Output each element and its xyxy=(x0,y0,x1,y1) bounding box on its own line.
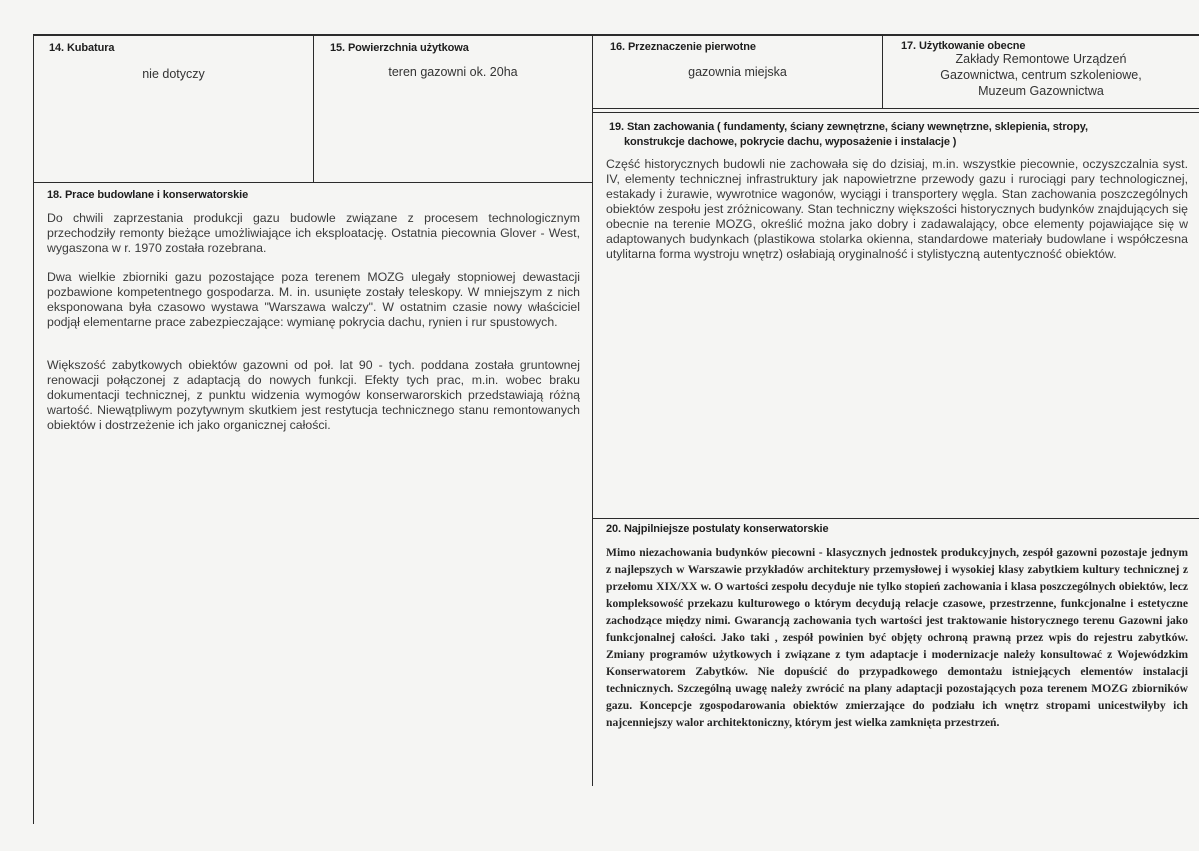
rule-col-16-main xyxy=(592,34,593,786)
field-16-label: 16. Przeznaczenie pierwotne xyxy=(610,41,756,53)
rule-row1-bottom-right xyxy=(592,108,1199,109)
field-15-label: 15. Powierzchnia użytkowa xyxy=(330,42,469,54)
field-18-paragraph-3: Większość zabytkowych obiektów gazowni od poł. lat 90 - tych. poddana została gruntownej renowacji połączonej z adaptacją do nowych funkcji. Efekty tych prac, m.in. wobec braku dokumentacji technicznej, z punktu widzenia wymogów konserwarorskich przedstawiają różną wartość. Niewątpliwym pozytywnym skutkiem jest restytucja technicznego stanu remontowanych obiektów i dostrzeżenie ich jako organicznej całości. xyxy=(47,358,580,432)
field-15-value: teren gazowni ok. 20ha xyxy=(388,65,518,79)
field-17-value-line: Zakłady Remontowe Urządzeń xyxy=(955,52,1127,66)
field-19-label-line-2: konstrukcje dachowe, pokrycie dachu, wyposażenie i instalacje ) xyxy=(624,136,957,148)
field-18-label: 18. Prace budowlane i konserwatorskie xyxy=(47,189,249,201)
rule-left-vertical xyxy=(33,34,34,824)
field-17-value-line: Gazownictwa, centrum szkoleniowe, xyxy=(940,68,1142,82)
field-20-label: 20. Najpilniejsze postulaty konserwatorskie xyxy=(606,523,829,535)
field-17-value xyxy=(883,51,1199,99)
field-19-text: Część historycznych budowli nie zachowała się do dzisiaj, m.in. wszystkie piecownie, oczyszczalnia syst. IV, elementy technicznej infrastruktury jak napowietrzne przewody gazu i rurociągi pary technologicznej, estakady i żurawie, wywrotnice wagonów, wyciągi i transportery węgla. Stan zachowania poszczególnych obiektów zespołu jest zróżnicowany. Stan techniczny większości historycznych budynków znajdujących się obecnie na terenie MOZG, określić można jako dobry i zadawalający, obce elementy pojawiające się w adaptowanych budynkach (plastikowa stolarka okienna, standardowe materiały budowlane i współczesna utylitarna forma wystroju wnętrz) osłabiają oryginalność i stylistyczną autentyczność obiektów. xyxy=(606,157,1188,261)
field-19-label-line-1: 19. Stan zachowania ( fundamenty, ściany zewnętrzne, ściany wewnętrzne, sklepienia, stropy, xyxy=(609,121,1088,133)
field-17-value-line: Muzeum Gazownictwa xyxy=(978,84,1104,98)
field-16-value: gazownia miejska xyxy=(688,65,787,79)
field-18-paragraph-1: Do chwili zaprzestania produkcji gazu budowle związane z procesem technologicznym przechodziły remonty bieżące umożliwiające ich eksploatację. Ostatnia piecownia Glover - West, wygaszona w r. 1970 została rozebrana. xyxy=(47,211,580,255)
rule-section20-top xyxy=(592,518,1199,519)
field-14-label: 14. Kubatura xyxy=(49,42,115,54)
rule-row1-right-double xyxy=(592,112,1199,113)
rule-col-15 xyxy=(313,34,314,182)
field-17-label: 17. Użytkowanie obecne xyxy=(901,40,1026,52)
field-20-text: Mimo niezachowania budynków piecowni - klasycznych jednostek produkcyjnych, zespół gazowni pozostaje jednym z najlepszych w Warszawie przykładów architektury przemysłowej i wysokiej klasy zabytkiem kultury technicznej z przełomu XIX/XX w. O wartości zespołu decyduje nie tylko stopień zachowania i klasa poszczególnych obiektów, lecz kompleksowość przekazu kulturowego o którym decydują relacje czasowe, przestrzenne, funkcjonalne i estetyczne zachodzące między nimi. Gwarancją zachowania tych wartości jest traktowanie historycznego terenu Gazowni jako funkcjonalnej całości. Jako taki , zespół powinien być objęty ochroną prawną przez wpis do rejestru zabytków. Zmiany programów użytkowych i związane z tym adaptacje i modernizacje należy konsultować z Wojewódzkim Konserwatorem Zabytków. Nie dopuścić do przypadkowego demontażu istniejących elementów instalacji technicznych. Szczególną uwagę należy zwrócić na plany adaptacji pozostających poza terenem MOZG zbiorników gazu. Koncepcje zgospodarowania obiektów zmierzające do podziału ich wnętrz stropami unicestwiłyby ich najcenniejszy walor architektoniczny, którym jest wielka zamknięta przestrzeń. xyxy=(606,546,1188,729)
rule-row1-bottom-left xyxy=(33,182,592,183)
rule-top xyxy=(33,34,1199,36)
field-14-value: nie dotyczy xyxy=(142,67,205,81)
field-18-paragraph-2: Dwa wielkie zbiorniki gazu pozostające poza terenem MOZG ulegały stopniowej dewastacji pozbawione kompetentnego gospodarza. M. in. usunięte zostały teleskopy. W mniejszym z nich eksponowana była czasowo wystawa "Warszawa walczy". W ostatnim czasie nowy właściciel podjął elementarne prace zabezpieczające: wymianę pokrycia dachu, rynien i rur spustowych. xyxy=(47,270,580,329)
